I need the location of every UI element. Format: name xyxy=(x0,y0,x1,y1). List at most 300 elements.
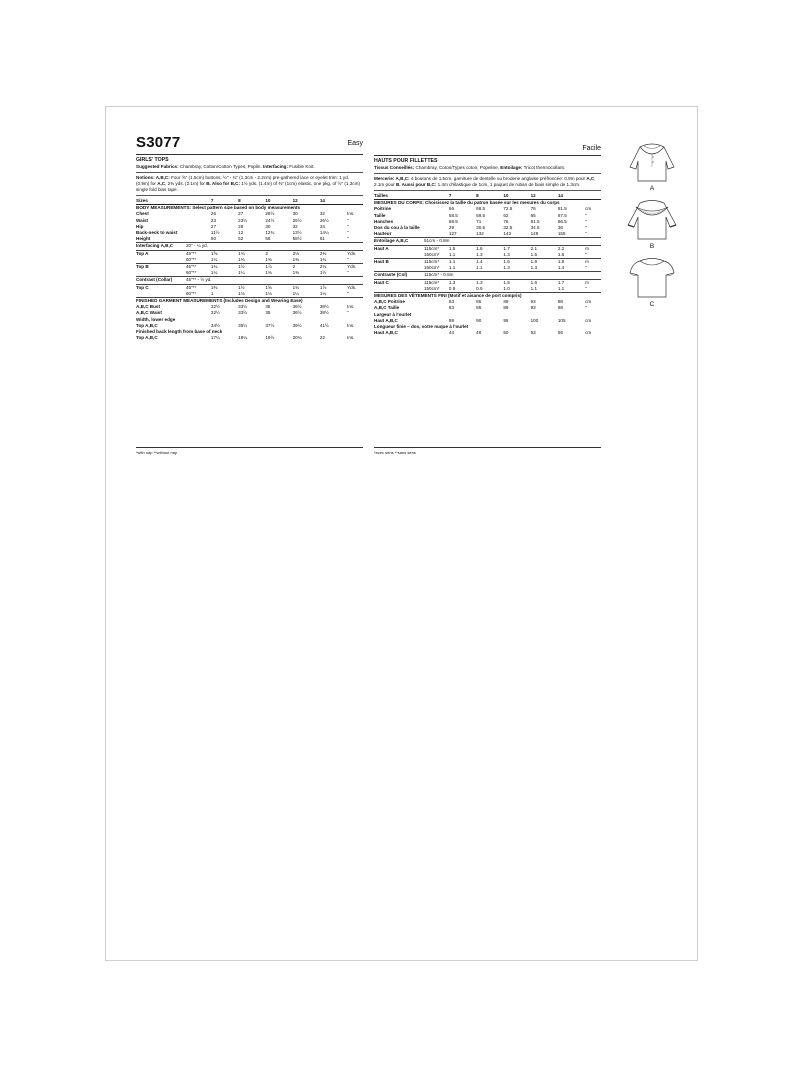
table-cell: 1.3 xyxy=(503,265,510,271)
table-cell: 65 xyxy=(530,212,536,218)
table-cell: 53 xyxy=(530,330,536,336)
table-cell: 30 xyxy=(292,211,298,217)
table-cell xyxy=(136,257,186,264)
table-cell: 1⅜ xyxy=(292,270,299,276)
table-row xyxy=(136,257,363,264)
table-cell: Top B xyxy=(136,264,186,271)
table-cell: 46 xyxy=(476,330,482,336)
table-cell: " xyxy=(585,218,587,224)
pattern-envelope-back xyxy=(105,106,698,961)
difficulty-level: Easy xyxy=(347,140,363,147)
table-cell: Poitrine xyxy=(374,206,392,212)
table-cell: Entoilage A,B,C xyxy=(374,238,424,245)
table-cell: 45"** xyxy=(186,264,211,271)
table-cell: 150cm* xyxy=(423,285,440,291)
top-b-drawing-icon xyxy=(622,195,682,243)
table-cell: 34½ xyxy=(210,322,220,328)
table-cell: A,B,C Poitrine xyxy=(374,299,405,305)
table-cell: 1⅜ xyxy=(265,270,272,276)
table-cell: 45"** - ½ yd. xyxy=(186,277,363,284)
table-cell: 33½ xyxy=(238,310,248,316)
table-cell: 33½ xyxy=(238,304,248,310)
table-cell: " xyxy=(585,225,587,231)
table-cell: 1¾ xyxy=(293,284,320,291)
illustration-top-b xyxy=(622,195,682,248)
table-cell: " xyxy=(347,217,349,223)
table-cell: 45"** xyxy=(186,250,211,257)
table-cell: 2.1 xyxy=(531,245,558,252)
table-cell: " xyxy=(585,265,587,271)
table-cell: 1.3 xyxy=(476,251,483,257)
table-cell: 1½ xyxy=(319,270,327,276)
table-cell: 132 xyxy=(476,231,484,237)
illustration-label: A xyxy=(649,185,655,192)
table-cell: 38½ xyxy=(319,310,329,316)
table-cell: 60"** xyxy=(185,256,197,262)
table-row xyxy=(374,252,601,259)
table-cell: 11½ xyxy=(210,230,220,236)
table-cell: 37½ xyxy=(265,322,275,328)
table-cell: 8 xyxy=(476,193,503,200)
table-row xyxy=(374,259,601,266)
table-cell: m xyxy=(585,279,601,286)
table-cell: 32½ xyxy=(210,304,220,310)
table-cell: 0.9 xyxy=(448,285,456,291)
table-cell: 7 xyxy=(211,198,238,205)
table-cell: 1.7 xyxy=(503,245,530,252)
table-cell: 20" - ¼ yd. xyxy=(186,243,363,250)
table-cell: Top C xyxy=(136,284,186,291)
table-cell: " xyxy=(347,230,349,236)
table-cell: 1⅝ xyxy=(265,284,292,291)
table-cell: 98 xyxy=(557,305,563,311)
table-cell: Interfacing A,B,C xyxy=(136,243,186,250)
table-row xyxy=(136,270,363,277)
contrast-row xyxy=(374,272,601,279)
illustration-top-c xyxy=(622,253,682,306)
table-cell: Top A,B,C xyxy=(136,322,158,328)
table-cell: 58½ xyxy=(292,236,302,242)
size-chart xyxy=(136,198,363,341)
table-cell: 1.1 xyxy=(530,285,537,291)
table-cell: 25½ xyxy=(292,217,302,223)
table-cell: Yds. xyxy=(347,264,363,271)
table-cell: Hauteur xyxy=(374,231,392,237)
table-cell: 1.7 xyxy=(558,279,585,286)
table-cell: 45"** xyxy=(186,284,211,291)
table-cell: BODY MEASUREMENTS: Select pattern size based on body measurements xyxy=(136,205,301,211)
table-cell: 1.5 xyxy=(449,245,476,252)
table-cell: 89 xyxy=(503,305,509,311)
table-cell: Ins. xyxy=(347,304,355,310)
table-cell: Contraste (Col) xyxy=(374,272,424,279)
table-row xyxy=(374,330,601,336)
table-cell: 23 xyxy=(210,217,217,223)
table-cell: 1.6 xyxy=(503,259,530,266)
table-cell: 1.4 xyxy=(557,265,565,271)
table-cell: 72.5 xyxy=(503,206,513,212)
fabrics-text: Suggested Fabrics: Chambray, Cotton/Cotton Types, Poplin. Interfacing: Fusible Knit. xyxy=(136,164,315,169)
illustration-label: C xyxy=(649,301,655,308)
table-cell: Height xyxy=(136,236,151,242)
table-cell: 1⅞ xyxy=(320,284,347,291)
table-cell: 1½ xyxy=(238,284,265,291)
fabrics-text: Tissus Conseillés: Chambray, Coton/Types coton, Popeline. Entoilage: Tricot thermocollant. xyxy=(374,165,566,170)
table-cell: Contrast (Collar) xyxy=(136,277,186,284)
table-cell: Haut A xyxy=(374,245,424,252)
table-cell: 150cm* xyxy=(423,251,440,257)
top-c-drawing-icon xyxy=(622,253,682,301)
table-cell: 1¼ xyxy=(210,256,218,262)
size-chart xyxy=(374,193,601,336)
table-cell: A,B,C Taille xyxy=(374,305,400,311)
table-cell: 41½ xyxy=(319,322,329,328)
table-cell: 100 xyxy=(530,317,539,323)
table-row xyxy=(136,236,363,243)
table-cell: 13½ xyxy=(292,230,302,236)
english-column xyxy=(136,134,363,341)
table-cell: 58.5 xyxy=(448,212,458,218)
table-cell: Haut B xyxy=(374,259,424,266)
pattern-code: S3077 xyxy=(136,134,181,151)
table-cell: " xyxy=(347,223,349,229)
table-cell: 85 xyxy=(476,299,482,305)
table-cell: 105 xyxy=(557,317,566,323)
table-cell: Haut C xyxy=(374,279,424,286)
table-cell: 1.3 xyxy=(530,265,537,271)
divider xyxy=(136,195,363,196)
table-cell: cm xyxy=(585,299,592,305)
table-cell: 18¼ xyxy=(238,335,248,341)
table-cell: " xyxy=(585,305,587,311)
table-cell: 60"** xyxy=(185,270,197,276)
table-cell: 60"** xyxy=(185,290,197,296)
table-cell: 1.1 xyxy=(476,265,483,271)
table-cell: 85 xyxy=(476,305,482,311)
table-cell: 56 xyxy=(557,330,563,336)
table-cell: 1⅜ xyxy=(238,256,245,262)
table-cell: 68.5 xyxy=(448,218,458,224)
table-cell: 1.3 xyxy=(449,279,476,286)
table-cell: 1¼ xyxy=(238,270,245,276)
table-cell: Dos du cou à la taille xyxy=(374,225,420,231)
table-cell: 30.5 xyxy=(476,225,486,231)
table-cell: 115cm* - 0.5m xyxy=(424,272,601,279)
table-cell: 56 xyxy=(265,236,271,242)
table-cell: 12 xyxy=(293,198,320,205)
divider xyxy=(374,155,601,156)
table-cell: 1 xyxy=(210,290,214,296)
table-cell: 89 xyxy=(503,299,509,305)
table-cell: Sizes xyxy=(136,198,211,205)
table-cell: 1.1 xyxy=(449,259,476,266)
table-row xyxy=(136,291,363,298)
table-cell: 10 xyxy=(503,193,530,200)
table-cell: 14 xyxy=(320,198,347,205)
table-cell: 1.9 xyxy=(558,259,585,266)
table-cell: 1½ xyxy=(238,264,265,271)
notions-text: Notions: A,B,C: Four ⅝" (1.5cm) buttons, ½" - ¾" (1.3cm - 2.2cm) pre-gathered lace or eyelet trim: 1 yd. (0.9m) for A,C, 2⅜ yds. (2.1m) for B. Also for B,C: 1½ yds. (1.4m) of ⅜" (1cm) elastic, one pkg. of ½" (1.3cm) single fold bias tape. xyxy=(136,175,360,192)
table-cell: 1.6 xyxy=(531,279,558,286)
table-cell: 35 xyxy=(265,310,271,316)
footnote: *avec sens **sans sens xyxy=(374,447,601,455)
french-column xyxy=(374,134,601,336)
table-cell xyxy=(374,252,424,259)
table-cell: 1.5 xyxy=(503,279,530,286)
table-cell: " xyxy=(347,310,349,316)
table-row xyxy=(374,279,601,286)
table-cell: 83 xyxy=(448,305,455,311)
table-cell: 81.5 xyxy=(530,218,540,224)
table-cell: 14 xyxy=(558,193,585,200)
table-cell: 1.5 xyxy=(530,251,537,257)
table-cell: Hanches xyxy=(374,218,394,224)
table-cell: 1⅛ xyxy=(265,290,272,296)
table-cell: 50 xyxy=(210,236,217,242)
table-cell: 2.2 xyxy=(558,245,585,252)
table-cell: 34.5 xyxy=(530,225,540,231)
table-cell: " xyxy=(585,231,587,237)
table-cell: Yds. xyxy=(347,250,363,257)
table-cell: 26 xyxy=(210,211,217,217)
table-cell: 1¾ xyxy=(319,256,327,262)
table-cell: 149 xyxy=(530,231,539,237)
table-cell: " xyxy=(347,236,349,242)
table-row xyxy=(136,264,363,271)
table-cell: 95 xyxy=(503,317,509,323)
table-cell: 32 xyxy=(319,211,325,217)
table-cell: Haut A,B,C xyxy=(374,317,398,323)
section-header xyxy=(374,293,601,300)
table-cell: " xyxy=(585,251,587,257)
divider xyxy=(136,172,363,173)
table-cell: 26½ xyxy=(319,217,329,223)
table-cell: 29 xyxy=(448,225,455,231)
table-cell: A,B,C Bust xyxy=(136,304,160,310)
table-cell: 2 xyxy=(265,250,292,257)
table-cell: FINISHED GARMENT MEASUREMENTS (Includes Design and Wearing Ease) xyxy=(136,298,363,305)
table-cell: " xyxy=(585,212,587,218)
table-cell: 28 xyxy=(238,223,244,229)
table-cell: 1.3 xyxy=(476,279,503,286)
table-cell: 127 xyxy=(448,231,457,237)
table-cell xyxy=(136,270,186,277)
table-cell: Top A,B,C xyxy=(136,335,158,341)
table-cell: 38½ xyxy=(319,304,329,310)
table-cell: 12¾ xyxy=(265,230,275,236)
table-cell: 115cm* xyxy=(424,279,449,286)
table-cell: 36 xyxy=(557,225,563,231)
top-a-drawing-icon xyxy=(622,137,682,185)
table-cell: Ins. xyxy=(347,211,355,217)
table-cell: 35½ xyxy=(238,322,248,328)
table-cell: 61 xyxy=(319,236,325,242)
table-cell: 36½ xyxy=(292,304,302,310)
table-cell: Longueur finie – dos, votre nuque à l'ourlet xyxy=(374,324,469,330)
table-cell: Taille xyxy=(374,212,386,218)
table-cell: 115cm* xyxy=(424,245,449,252)
table-row xyxy=(136,250,363,257)
table-row xyxy=(374,231,601,238)
table-cell: 1¼ xyxy=(319,290,327,296)
table-cell: 32 xyxy=(292,223,298,229)
table-cell: 51cm - 0.8m xyxy=(424,238,601,245)
table-cell: 81.5 xyxy=(557,206,567,212)
table-cell: 90 xyxy=(476,317,482,323)
table-cell: A,B,C Waist xyxy=(136,310,162,316)
table-row xyxy=(136,335,363,341)
table-cell: " xyxy=(347,270,349,276)
table-cell: 32.5 xyxy=(503,225,513,231)
table-cell: 32½ xyxy=(210,310,220,316)
table-cell: 7 xyxy=(449,193,476,200)
table-cell: 10 xyxy=(265,198,292,205)
table-row xyxy=(136,284,363,291)
table-cell xyxy=(347,198,363,205)
difficulty-level: Facile xyxy=(582,145,601,152)
table-cell: Back-neck to waist xyxy=(136,230,178,236)
table-cell: Tailles xyxy=(374,193,449,200)
table-cell: Ins. xyxy=(347,322,355,328)
table-cell: 1.1 xyxy=(448,265,456,271)
table-cell: Haut A,B,C xyxy=(374,330,398,336)
table-cell: 2⅛ xyxy=(293,250,320,257)
table-cell: Largeur à l'ourlet xyxy=(374,311,412,317)
table-cell: 93 xyxy=(530,305,536,311)
table-cell: 68.5 xyxy=(476,206,486,212)
table-cell: 1.6 xyxy=(476,245,503,252)
table-cell: 1.6 xyxy=(557,251,565,257)
table-cell: 155 xyxy=(557,231,566,237)
table-cell: 62 xyxy=(503,212,509,218)
table-cell: 30 xyxy=(265,223,271,229)
table-cell: 1.3 xyxy=(503,251,510,257)
table-cell: 24½ xyxy=(265,217,275,223)
divider xyxy=(374,173,601,174)
illustration-label: B xyxy=(649,243,655,250)
table-cell: 22 xyxy=(319,335,325,341)
divider xyxy=(136,154,363,155)
table-cell: 1¼ xyxy=(292,290,299,296)
table-cell: 27 xyxy=(238,211,244,217)
table-cell: 1.1 xyxy=(448,251,456,257)
contrast-row xyxy=(136,277,363,284)
table-cell: 1⅞ xyxy=(265,264,292,271)
table-cell: 1⅛ xyxy=(238,290,245,296)
table-cell: 71 xyxy=(476,218,482,224)
table-cell: 67.5 xyxy=(557,212,567,218)
table-cell xyxy=(136,291,186,298)
table-cell: 66 xyxy=(448,206,455,212)
table-cell: 1⅜ xyxy=(265,256,272,262)
table-cell: m xyxy=(585,259,601,266)
table-cell: 98 xyxy=(557,299,563,305)
table-cell: 83 xyxy=(448,299,455,305)
table-cell: 23½ xyxy=(238,217,248,223)
footnote: *with nap **without nap xyxy=(136,447,363,455)
interfacing-row xyxy=(136,243,363,250)
table-cell: 36½ xyxy=(292,310,302,316)
table-cell: 12 xyxy=(531,193,558,200)
interfacing-row xyxy=(374,238,601,245)
table-cell: " xyxy=(347,290,349,296)
notions-text: Mercerie: A,B,C: 4 boutons de 1.5cm, garniture de dentelle ou broderie anglaise préfroncée: 0.9m pour A,C, 2.1m pour B. Aussi pour B,C: 1.4m d'élastique de 1cm, 1 paquet de ruban de biais simple de 1.3cm. xyxy=(374,176,596,187)
table-cell: 76 xyxy=(503,218,509,224)
table-cell: 35 xyxy=(265,304,271,310)
table-cell: MESURES DU CORPS: Choisissez la taille du patron basée sur les mesures du corps xyxy=(374,200,560,206)
table-row xyxy=(374,245,601,252)
section-header xyxy=(136,205,363,212)
table-cell: 93 xyxy=(530,299,536,305)
table-cell: 143 xyxy=(503,231,512,237)
table-cell: 1.1 xyxy=(557,285,565,291)
table-cell: MESURES DES VÊTEMENTS FINI (Motif et aisance de port compris) xyxy=(374,293,601,300)
table-cell: 1.8 xyxy=(531,259,558,266)
table-cell: Waist xyxy=(136,217,149,223)
table-cell: Hip xyxy=(136,223,144,229)
table-cell: cm xyxy=(585,317,592,323)
table-cell: 1⅜ xyxy=(292,256,299,262)
illustration-top-a xyxy=(622,137,682,190)
table-cell: 1⅝ xyxy=(211,250,238,257)
table-cell: 12 xyxy=(238,230,244,236)
table-cell: 19½ xyxy=(265,335,275,341)
table-cell: 1.0 xyxy=(503,285,510,291)
table-cell: Finished back length from base of neck xyxy=(136,329,223,335)
table-cell: 2⅛ xyxy=(320,264,347,271)
table-row xyxy=(374,286,601,293)
table-cell xyxy=(374,265,424,272)
table-cell: Top A xyxy=(136,250,186,257)
table-cell: 1¾ xyxy=(238,250,265,257)
table-cell: 17¼ xyxy=(210,335,220,341)
size-header-row xyxy=(374,193,601,200)
table-cell: 8 xyxy=(238,198,265,205)
table-cell: 76 xyxy=(530,206,536,212)
table-cell: 27 xyxy=(210,223,217,229)
table-cell: Width, lower edge xyxy=(136,316,176,322)
table-cell: 115cm* xyxy=(424,259,449,266)
table-cell: 14¼ xyxy=(319,230,329,236)
pattern-title: GIRLS' TOPS xyxy=(136,157,169,163)
table-cell: 86.5 xyxy=(557,218,567,224)
table-cell: 52 xyxy=(238,236,244,242)
table-cell: 1¾ xyxy=(211,264,238,271)
table-cell xyxy=(374,286,424,293)
table-cell: 28½ xyxy=(265,211,275,217)
divider xyxy=(374,190,601,191)
table-cell: 34 xyxy=(319,223,325,229)
table-cell: 1⅜ xyxy=(211,284,238,291)
table-cell: 1¼ xyxy=(210,270,218,276)
table-cell: 88 xyxy=(448,317,455,323)
table-row xyxy=(374,265,601,272)
table-cell: Yds. xyxy=(347,284,363,291)
table-cell: cm xyxy=(585,330,592,336)
section-header xyxy=(374,200,601,207)
table-cell: 50 xyxy=(503,330,509,336)
table-cell: 150cm* xyxy=(423,265,440,271)
table-cell: Ins. xyxy=(347,335,355,341)
size-header-row xyxy=(136,198,363,205)
table-cell: 1.4 xyxy=(476,259,503,266)
table-cell: Chest xyxy=(136,211,149,217)
table-cell: 59.5 xyxy=(476,212,486,218)
table-cell: cm xyxy=(585,206,592,212)
table-cell: 0.9 xyxy=(476,285,483,291)
table-cell: 20¾ xyxy=(292,335,302,341)
pattern-title: HAUTS POUR FILLETTES xyxy=(374,158,438,164)
